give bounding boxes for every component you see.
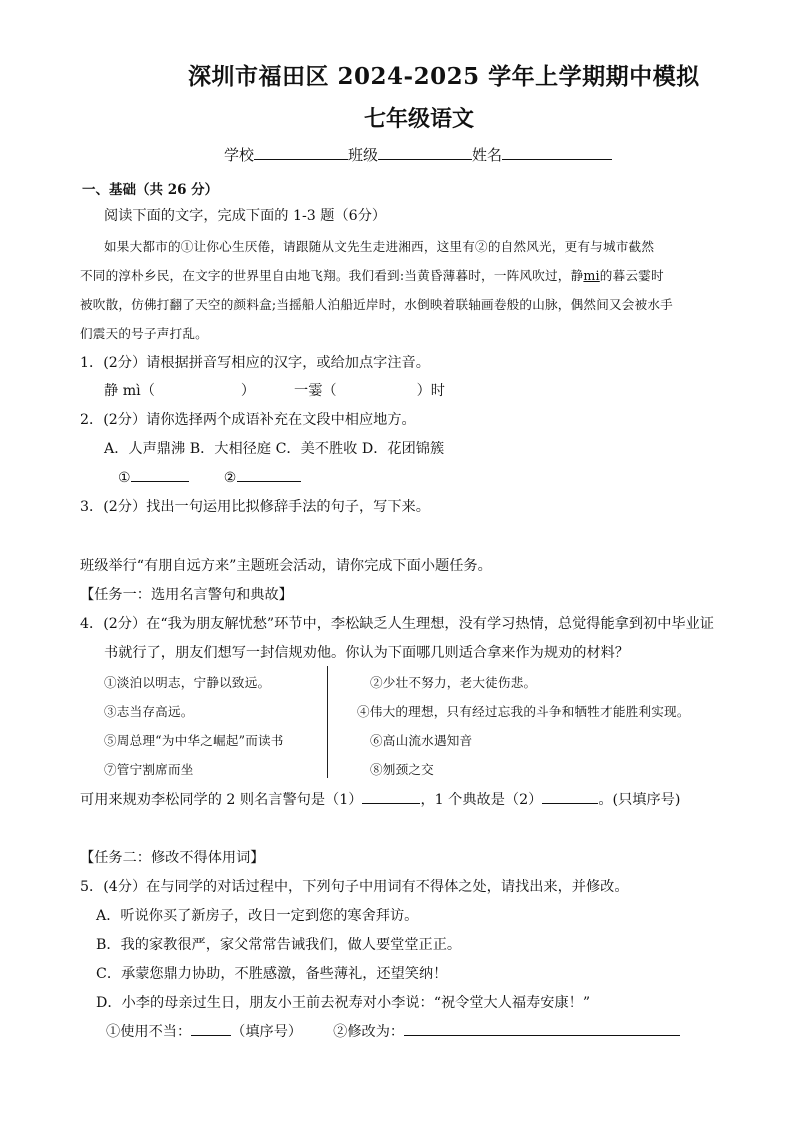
exam-title: 深圳市福田区 2024-2025 学年上学期期中模拟	[188, 63, 700, 90]
q5-answer-1-label: ①使用不当：	[106, 1024, 192, 1040]
pinyin-mi: mi	[583, 268, 600, 283]
q4-answer-line	[80, 789, 680, 809]
name-label: 姓名	[472, 146, 503, 164]
passage-line-3: 被吹散，仿佛打翻了天空的颜料盒;当摇船人泊船近岸时，水倒映着联轴画卷般的山脉，偶然间又会被水手	[80, 297, 673, 312]
q2-blank-2-label: ②	[223, 470, 237, 486]
q4-answer-text: 可用来规劝李松同学的 2 则名言警句是（1）	[80, 792, 363, 808]
passage-line-4: 们震天的号子声打乱。	[80, 326, 208, 341]
material-1: ①淡泊以明志，宁静以致远。	[104, 675, 271, 690]
q5-option-c: C．承蒙您鼎力协助，不胜感激，备些薄礼，还望笑纳！	[96, 966, 448, 982]
blank-marker-2: ②	[475, 239, 488, 254]
q4-blank-1[interactable]	[362, 789, 420, 804]
class-blank[interactable]	[378, 145, 472, 160]
q5-blank-1[interactable]	[191, 1021, 231, 1036]
material-7: ⑦管宁割席而坐	[104, 762, 194, 777]
q2-blank-2[interactable]	[237, 467, 301, 482]
material-4: ④伟大的理想，只有经过忘我的斗争和牺牲才能胜利实现。	[357, 704, 690, 719]
q5-option-a: A．听说你买了新房子，改日一定到您的寒舍拜访。	[96, 908, 419, 924]
materials-divider	[327, 666, 328, 778]
material-3: ③志当存高远。	[104, 704, 194, 719]
material-8: ⑧刎颈之交	[370, 762, 434, 777]
exam-subtitle: 七年级语文	[364, 106, 475, 132]
q4-blank-2[interactable]	[542, 789, 598, 804]
question-3: 3．(2分）找出一句运用比拟修辞手法的句子，写下来。	[80, 499, 430, 515]
q5-answer-1-note: （填序号）	[231, 1024, 303, 1040]
q5-blank-2[interactable]	[404, 1021, 680, 1036]
q1-b-close: ）时	[416, 383, 445, 399]
passage-text: 的暮云霎时	[599, 268, 664, 283]
task-1-heading: 【任务一：选用名言警句和典故】	[80, 587, 293, 603]
passage-text: 不同的淳朴乡民，在文字的世界里自由地飞翔。我们看到:当黄昏薄暮时，一阵风吹过，静	[80, 268, 584, 283]
q1-a-label: 静 mì（	[104, 383, 155, 399]
q4-answer-text: ，1 个典故是（2）	[420, 792, 543, 808]
question-4-line-1: 4．(2分）在“我为朋友解忧愁”环节中，李松缺乏人生理想，没有学习热情，总觉得能拿到初中毕业证	[80, 616, 714, 632]
task-2-heading: 【任务二：修改不得体用词】	[80, 850, 265, 866]
passage-line-1: 如果大都市的①让你心生厌倦，请跟随从文先生走进湘西，这里有②的自然风光，更有与城市截然	[104, 239, 655, 254]
q2-options: A．人声鼎沸 B．大相径庭 C．美不胜收 D．花团锦簇	[104, 441, 445, 457]
q2-blanks	[118, 467, 301, 486]
reading-intro: 阅读下面的文字，完成下面的 1-3 题（6分）	[104, 208, 387, 224]
q1-a-close: ）	[240, 383, 256, 399]
q4-answer-text: 。(只填序号)	[598, 792, 681, 808]
q5-option-d: D．小李的母亲过生日，朋友小王前去祝寿对小李说：“祝令堂大人福寿安康！”	[96, 995, 591, 1011]
question-2: 2．(2分）请你选择两个成语补充在文段中相应地方。	[80, 412, 416, 428]
q1-answer-a	[104, 380, 255, 400]
school-blank[interactable]	[254, 145, 348, 160]
q1-answer-b	[294, 380, 445, 400]
blank-marker-1: ①	[180, 239, 194, 254]
material-2: ②少壮不努力，老大徒伤悲。	[370, 675, 537, 690]
school-label: 学校	[224, 146, 255, 164]
section-heading: 一、基础（共 26 分）	[82, 182, 219, 198]
activity-intro: 班级举行“有朋自远方来”主题班会活动，请你完成下面小题任务。	[80, 558, 492, 574]
q5-answer-line	[106, 1021, 680, 1041]
class-label: 班级	[348, 146, 379, 164]
material-5: ⑤周总理“为中华之崛起”而读书	[104, 733, 284, 748]
student-info-row	[224, 144, 612, 165]
q2-blank-1[interactable]	[131, 467, 189, 482]
question-1: 1．(2分）请根据拼音写相应的汉字，或给加点字注音。	[80, 355, 430, 371]
q5-option-b: B．我的家教很严，家父常常告诫我们，做人要堂堂正正。	[96, 937, 462, 953]
passage-line-2	[80, 265, 664, 284]
question-5: 5．(4分）在与同学的对话过程中，下列句子中用词有不得体之处，请找出来，并修改。	[80, 879, 629, 895]
name-blank[interactable]	[502, 145, 612, 160]
question-4-line-2: 书就行了，朋友们想写一封信规劝他。你认为下面哪几则适合拿来作为规劝的材料？	[104, 645, 629, 661]
q1-b-label: 一霎（	[294, 383, 337, 399]
q5-answer-2-label: ②修改为：	[333, 1024, 405, 1040]
q2-blank-1-label: ①	[118, 470, 131, 486]
material-6: ⑥高山流水遇知音	[370, 733, 473, 748]
